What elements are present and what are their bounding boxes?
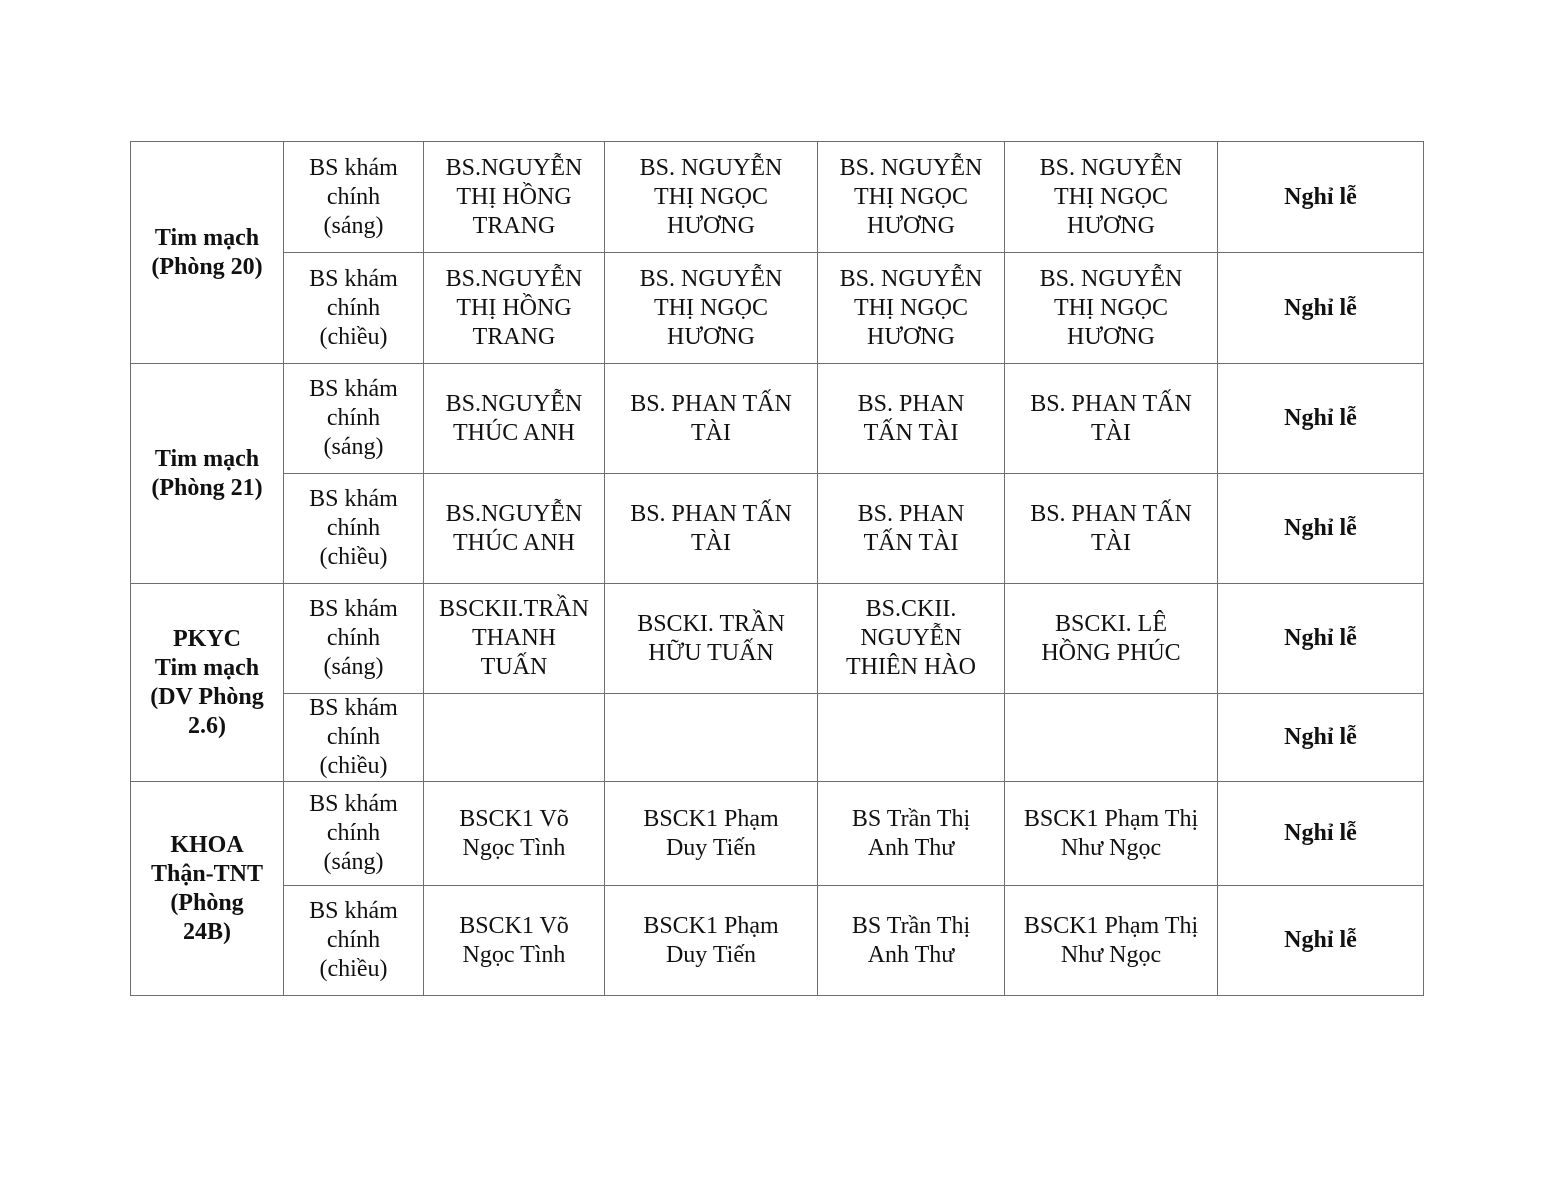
status-cell: Nghỉ lễ [1218,253,1424,364]
doctor-cell: BS.NGUYỄN THỊ HỒNG TRANG [424,142,605,253]
role-cell: BS khám chính (sáng) [284,584,424,694]
doctor-cell: BS.CKII. NGUYỄN THIÊN HÀO [818,584,1005,694]
doctor-cell: BS.NGUYỄN THÚC ANH [424,474,605,584]
role-cell: BS khám chính (sáng) [284,364,424,474]
status-cell: Nghỉ lễ [1218,584,1424,694]
doctor-cell: BS. NGUYỄN THỊ NGỌC HƯƠNG [1005,253,1218,364]
table-row [131,474,1424,584]
doctor-cell [1005,694,1218,782]
doctor-cell: BSCKI. TRẦN HỮU TUẤN [605,584,818,694]
table-row [131,782,1424,886]
table-row [131,253,1424,364]
doctor-cell: BSCKI. LÊ HỒNG PHÚC [1005,584,1218,694]
doctor-cell: BS. NGUYỄN THỊ NGỌC HƯƠNG [605,253,818,364]
table-row [131,886,1424,996]
doctor-cell: BSCKII.TRẦN THANH TUẤN [424,584,605,694]
role-cell: BS khám chính (chiều) [284,886,424,996]
doctor-cell: BSCK1 Phạm Thị Như Ngọc [1005,886,1218,996]
doctor-cell: BS. PHAN TẤN TÀI [605,364,818,474]
department-cell: KHOA Thận-TNT (Phòng 24B) [131,782,284,996]
doctor-cell: BS. PHAN TẤN TÀI [605,474,818,584]
doctor-cell: BSCK1 Phạm Duy Tiến [605,886,818,996]
department-cell: PKYC Tim mạch (DV Phòng 2.6) [131,584,284,782]
doctor-cell: BS. NGUYỄN THỊ NGỌC HƯƠNG [1005,142,1218,253]
table-row [131,364,1424,474]
doctor-cell: BS Trần Thị Anh Thư [818,782,1005,886]
doctor-cell: BS.NGUYỄN THỊ HỒNG TRANG [424,253,605,364]
table-row [131,142,1424,253]
doctor-cell: BS. NGUYỄN THỊ NGỌC HƯƠNG [818,253,1005,364]
doctor-cell: BS. NGUYỄN THỊ NGỌC HƯƠNG [818,142,1005,253]
status-cell: Nghỉ lễ [1218,474,1424,584]
status-cell: Nghỉ lễ [1218,142,1424,253]
doctor-cell: BS. PHAN TẤN TÀI [818,474,1005,584]
doctor-cell [424,694,605,782]
doctor-cell: BS. PHAN TẤN TÀI [1005,474,1218,584]
doctor-cell: BS. PHAN TẤN TÀI [1005,364,1218,474]
doctor-cell [605,694,818,782]
role-cell: BS khám chính (chiều) [284,474,424,584]
role-cell: BS khám chính (sáng) [284,142,424,253]
schedule-table [130,141,1424,996]
table-row [131,694,1424,782]
doctor-cell: BSCK1 Võ Ngọc Tình [424,782,605,886]
doctor-cell: BS.NGUYỄN THÚC ANH [424,364,605,474]
status-cell: Nghỉ lễ [1218,694,1424,782]
table-row [131,584,1424,694]
doctor-cell: BSCK1 Phạm Thị Như Ngọc [1005,782,1218,886]
status-cell: Nghỉ lễ [1218,782,1424,886]
status-cell: Nghỉ lễ [1218,886,1424,996]
doctor-cell [818,694,1005,782]
role-cell: BS khám chính (sáng) [284,782,424,886]
department-cell: Tim mạch (Phòng 20) [131,142,284,364]
status-cell: Nghỉ lễ [1218,364,1424,474]
doctor-cell: BS. PHAN TẤN TÀI [818,364,1005,474]
department-cell: Tim mạch (Phòng 21) [131,364,284,584]
doctor-cell: BS Trần Thị Anh Thư [818,886,1005,996]
doctor-cell: BSCK1 Võ Ngọc Tình [424,886,605,996]
role-cell: BS khám chính (chiều) [284,253,424,364]
doctor-cell: BSCK1 Phạm Duy Tiến [605,782,818,886]
doctor-cell: BS. NGUYỄN THỊ NGỌC HƯƠNG [605,142,818,253]
role-cell: BS khám chính (chiều) [284,694,424,782]
